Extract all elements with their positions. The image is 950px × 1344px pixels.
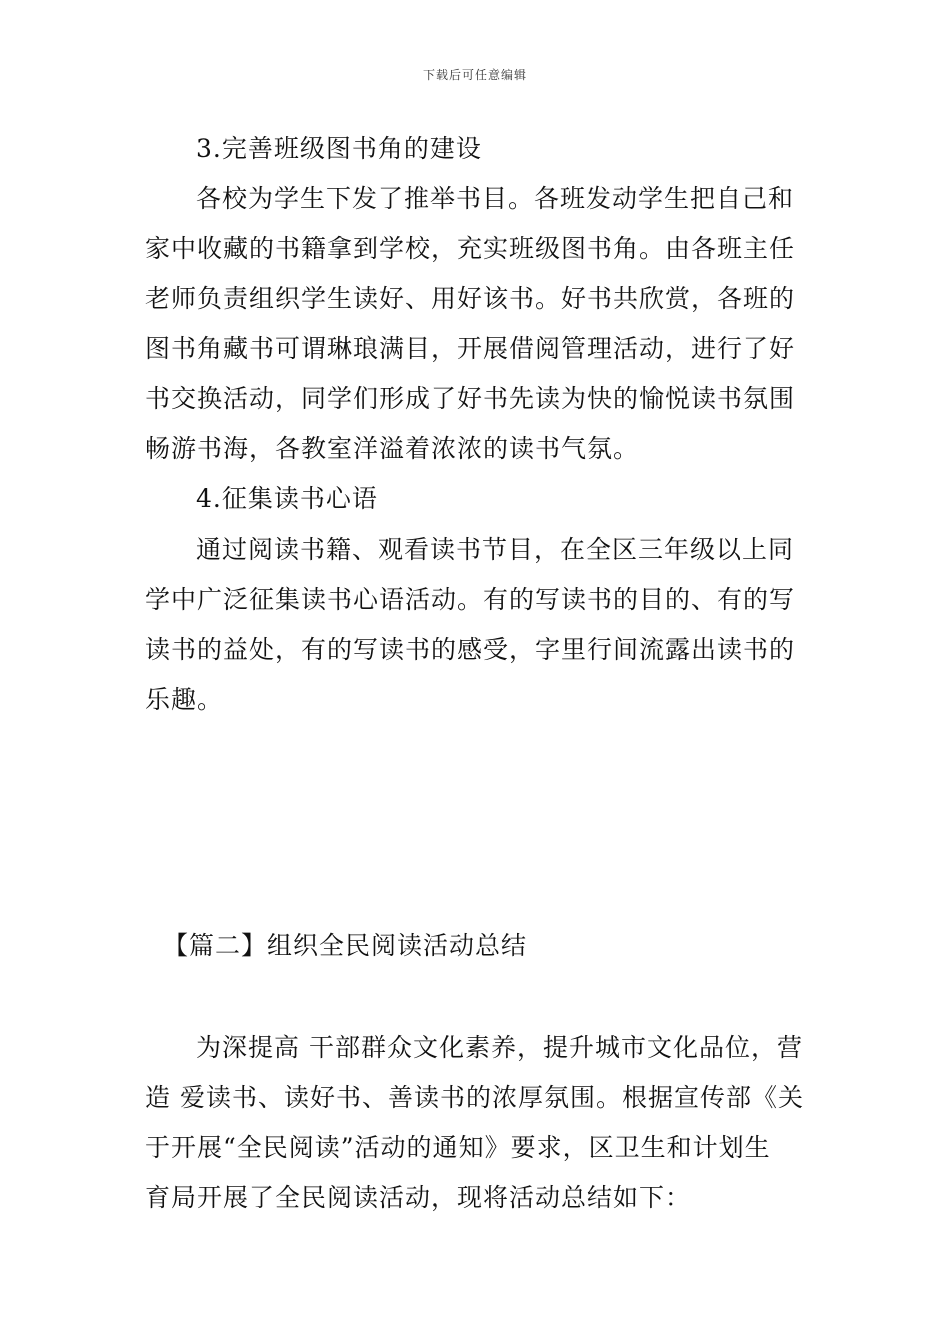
paragraph-line: 乐趣。 bbox=[145, 685, 224, 714]
paragraph-line: 学中广泛征集读书心语活动。有的写读书的目的、有的写 bbox=[145, 585, 796, 614]
paragraph-line: 畅游书海，各教室洋溢着浓浓的读书气氛。 bbox=[145, 434, 640, 463]
paragraph-line: 家中收藏的书籍拿到学校，充实班级图书角。由各班主任 bbox=[145, 234, 796, 263]
subheading-3: 3.完善班级图书角的建设 bbox=[196, 134, 482, 163]
section-title: 【篇二】组织全民阅读活动总结 bbox=[163, 931, 528, 960]
paragraph-line: 图书角藏书可谓琳琅满目，开展借阅管理活动，进行了好 bbox=[145, 334, 796, 363]
paragraph-line: 造 爱读书、读好书、善读书的浓厚氛围。根据宣传部《关 bbox=[145, 1083, 804, 1112]
paragraph-line: 为深提高 干部群众文化素养，提升城市文化品位，营 bbox=[196, 1033, 803, 1062]
subheading-4: 4.征集读书心语 bbox=[196, 484, 378, 513]
paragraph-line: 各校为学生下发了推举书目。各班发动学生把自己和 bbox=[196, 184, 795, 213]
paragraph-line: 育局开展了全民阅读活动，现将活动总结如下： bbox=[145, 1183, 692, 1212]
paragraph-line: 读书的益处，有的写读书的感受，字里行间流露出读书的 bbox=[145, 635, 796, 664]
paragraph-line: 于开展“全民阅读”活动的通知》要求，区卫生和计划生 bbox=[145, 1133, 771, 1162]
paragraph-line: 老师负责组织学生读好、用好该书。好书共欣赏，各班的 bbox=[145, 284, 796, 313]
paragraph-line: 通过阅读书籍、观看读书节目，在全区三年级以上同 bbox=[196, 535, 795, 564]
paragraph-line: 书交换活动，同学们形成了好书先读为快的愉悦读书氛围 bbox=[145, 384, 796, 413]
header-note: 下载后可任意编辑 bbox=[422, 68, 527, 82]
